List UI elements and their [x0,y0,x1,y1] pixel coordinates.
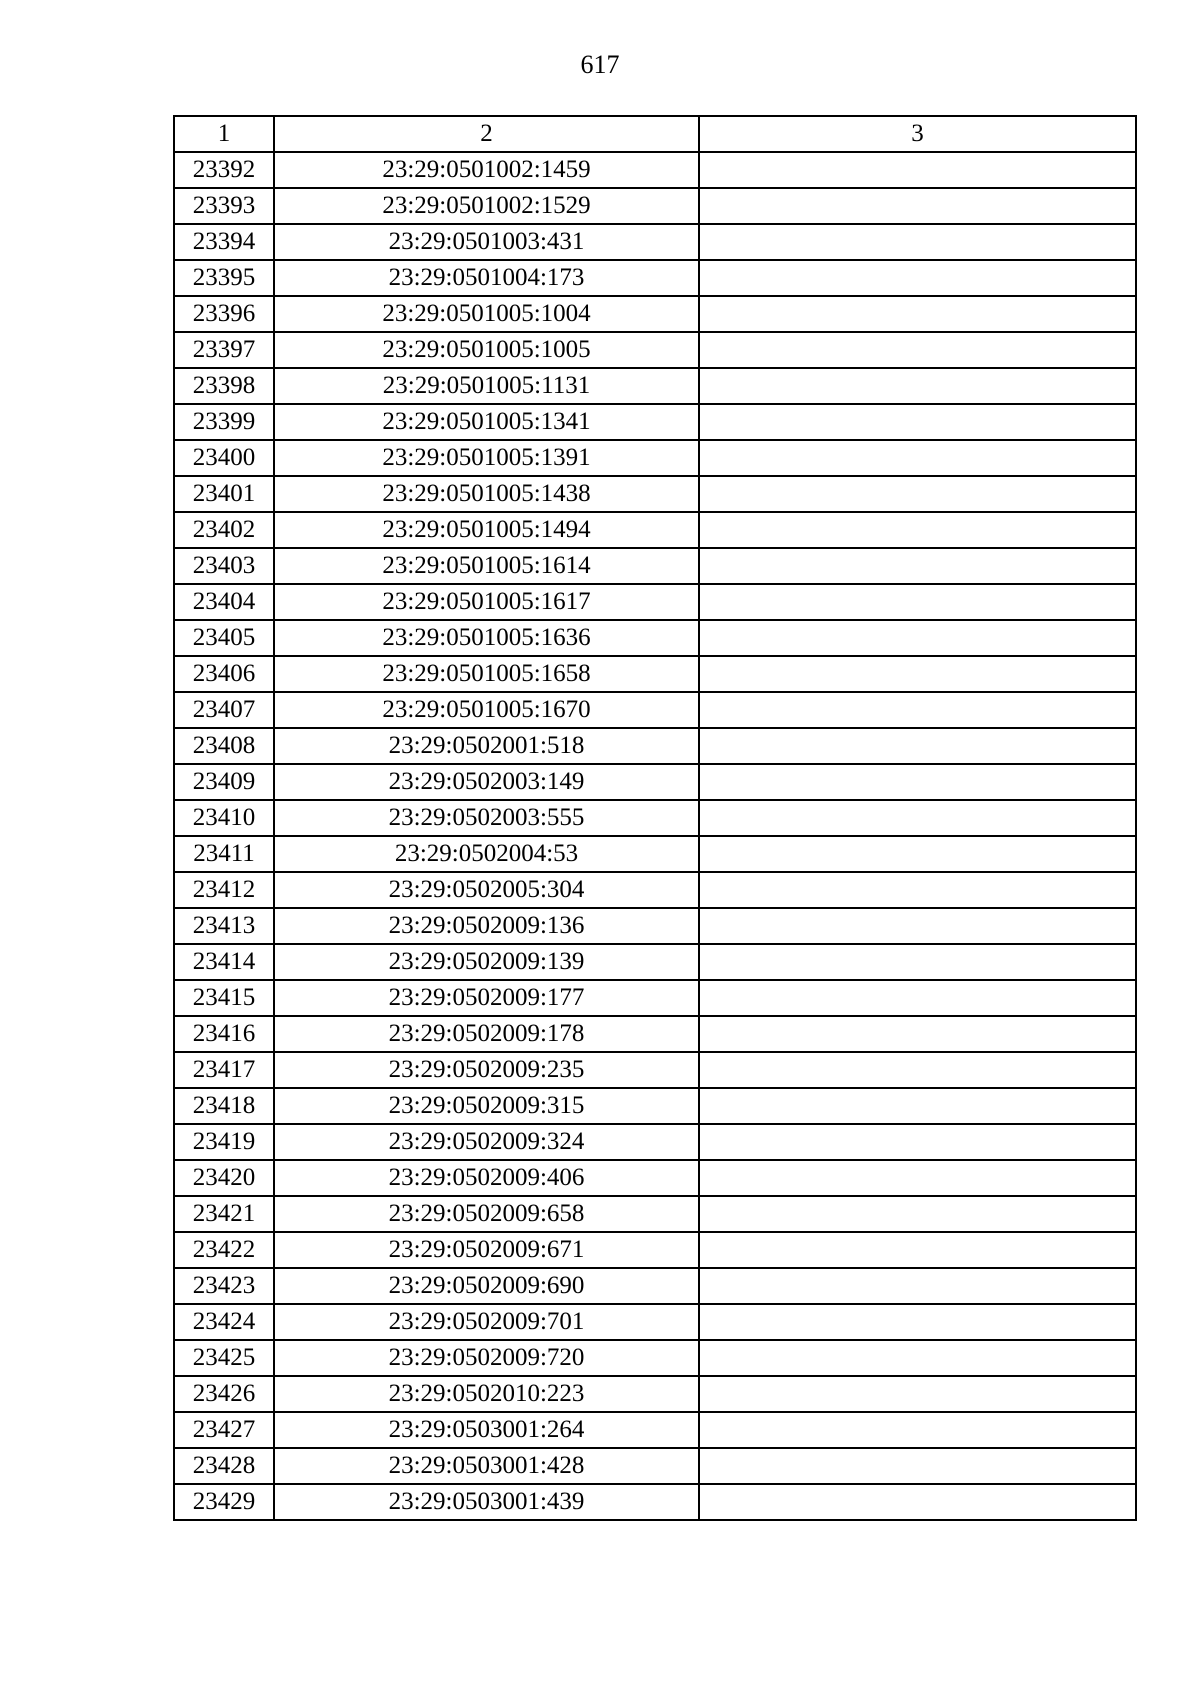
cadastral-number-cell: 23:29:0502001:518 [274,728,699,764]
cadastral-number-cell: 23:29:0502009:658 [274,1196,699,1232]
table-row [174,404,1136,440]
note-cell [699,476,1136,512]
cadastral-number-cell: 23:29:0502009:315 [274,1088,699,1124]
note-cell [699,1340,1136,1376]
note-cell [699,656,1136,692]
table-row [174,836,1136,872]
cadastral-number-cell: 23:29:0501003:431 [274,224,699,260]
row-number-cell: 23420 [174,1160,274,1196]
note-cell [699,1016,1136,1052]
table-row [174,872,1136,908]
note-cell [699,1268,1136,1304]
cadastral-number-cell: 23:29:0501005:1658 [274,656,699,692]
row-number-cell: 23409 [174,764,274,800]
row-number-cell: 23399 [174,404,274,440]
row-number-cell: 23411 [174,836,274,872]
table-body [174,152,1136,1520]
table-row [174,1340,1136,1376]
table-row [174,188,1136,224]
table-row [174,692,1136,728]
cadastral-number-cell: 23:29:0502009:235 [274,1052,699,1088]
header-row [174,116,1136,152]
table-row [174,584,1136,620]
row-number-cell: 23400 [174,440,274,476]
cadastral-number-cell: 23:29:0501005:1614 [274,548,699,584]
note-cell [699,620,1136,656]
table-row [174,620,1136,656]
table-row [174,944,1136,980]
cadastral-number-cell: 23:29:0501005:1131 [274,368,699,404]
cadastral-number-cell: 23:29:0501005:1670 [274,692,699,728]
cadastral-number-cell: 23:29:0502009:701 [274,1304,699,1340]
table-row [174,1268,1136,1304]
row-number-cell: 23394 [174,224,274,260]
table-row [174,1376,1136,1412]
note-cell [699,440,1136,476]
table-row [174,800,1136,836]
cadastral-number-cell: 23:29:0501002:1529 [274,188,699,224]
cadastral-number-cell: 23:29:0502009:139 [274,944,699,980]
table-row [174,368,1136,404]
note-cell [699,1124,1136,1160]
note-cell [699,260,1136,296]
table-row [174,764,1136,800]
row-number-cell: 23427 [174,1412,274,1448]
row-number-cell: 23402 [174,512,274,548]
table-row [174,1016,1136,1052]
table-row [174,1196,1136,1232]
note-cell [699,1484,1136,1520]
note-cell [699,1412,1136,1448]
table-row [174,260,1136,296]
note-cell [699,296,1136,332]
column-header-1: 1 [174,116,274,152]
row-number-cell: 23412 [174,872,274,908]
table-row [174,224,1136,260]
row-number-cell: 23428 [174,1448,274,1484]
note-cell [699,1232,1136,1268]
cadastral-number-cell: 23:29:0502009:136 [274,908,699,944]
row-number-cell: 23419 [174,1124,274,1160]
cadastral-number-cell: 23:29:0502009:178 [274,1016,699,1052]
note-cell [699,332,1136,368]
register-table [173,115,1137,1521]
row-number-cell: 23393 [174,188,274,224]
row-number-cell: 23392 [174,152,274,188]
cadastral-number-cell: 23:29:0501005:1494 [274,512,699,548]
note-cell [699,1052,1136,1088]
cadastral-number-cell: 23:29:0502009:177 [274,980,699,1016]
row-number-cell: 23429 [174,1484,274,1520]
table-row [174,1448,1136,1484]
cadastral-number-cell: 23:29:0502009:690 [274,1268,699,1304]
row-number-cell: 23403 [174,548,274,584]
table-row [174,1232,1136,1268]
table-row [174,512,1136,548]
column-header-3: 3 [699,116,1136,152]
cadastral-number-cell: 23:29:0501005:1438 [274,476,699,512]
note-cell [699,368,1136,404]
table-row [174,548,1136,584]
cadastral-number-cell: 23:29:0503001:264 [274,1412,699,1448]
row-number-cell: 23408 [174,728,274,764]
page-number: 617 [580,50,620,79]
note-cell [699,944,1136,980]
note-cell [699,908,1136,944]
table-row [174,332,1136,368]
table-row [174,728,1136,764]
cadastral-number-cell: 23:29:0501005:1391 [274,440,699,476]
table-row [174,440,1136,476]
row-number-cell: 23416 [174,1016,274,1052]
cadastral-number-cell: 23:29:0502010:223 [274,1376,699,1412]
note-cell [699,764,1136,800]
table-row [174,1124,1136,1160]
row-number-cell: 23405 [174,620,274,656]
row-number-cell: 23422 [174,1232,274,1268]
cadastral-number-cell: 23:29:0501005:1004 [274,296,699,332]
column-header-2: 2 [274,116,699,152]
note-cell [699,404,1136,440]
cadastral-number-cell: 23:29:0502003:149 [274,764,699,800]
note-cell [699,584,1136,620]
table-row [174,1088,1136,1124]
note-cell [699,1160,1136,1196]
table-row [174,152,1136,188]
row-number-cell: 23395 [174,260,274,296]
cadastral-number-cell: 23:29:0501004:173 [274,260,699,296]
note-cell [699,800,1136,836]
row-number-cell: 23417 [174,1052,274,1088]
row-number-cell: 23401 [174,476,274,512]
row-number-cell: 23414 [174,944,274,980]
note-cell [699,224,1136,260]
cadastral-number-cell: 23:29:0502009:720 [274,1340,699,1376]
note-cell [699,1196,1136,1232]
row-number-cell: 23415 [174,980,274,1016]
table-row [174,476,1136,512]
row-number-cell: 23410 [174,800,274,836]
row-number-cell: 23406 [174,656,274,692]
cadastral-number-cell: 23:29:0501005:1005 [274,332,699,368]
cadastral-number-cell: 23:29:0502005:304 [274,872,699,908]
cadastral-number-cell: 23:29:0502009:324 [274,1124,699,1160]
cadastral-number-cell: 23:29:0501002:1459 [274,152,699,188]
table-row [174,656,1136,692]
note-cell [699,692,1136,728]
row-number-cell: 23418 [174,1088,274,1124]
row-number-cell: 23423 [174,1268,274,1304]
row-number-cell: 23413 [174,908,274,944]
note-cell [699,548,1136,584]
cadastral-number-cell: 23:29:0501005:1617 [274,584,699,620]
table-row [174,1052,1136,1088]
row-number-cell: 23426 [174,1376,274,1412]
note-cell [699,512,1136,548]
table-row [174,1412,1136,1448]
table-row [174,1484,1136,1520]
cadastral-number-cell: 23:29:0502009:671 [274,1232,699,1268]
table-row [174,980,1136,1016]
table-row [174,1304,1136,1340]
table-row [174,1160,1136,1196]
note-cell [699,152,1136,188]
cadastral-number-cell: 23:29:0502004:53 [274,836,699,872]
note-cell [699,836,1136,872]
row-number-cell: 23421 [174,1196,274,1232]
note-cell [699,1304,1136,1340]
note-cell [699,188,1136,224]
row-number-cell: 23404 [174,584,274,620]
table-header [174,116,1136,152]
cadastral-number-cell: 23:29:0502009:406 [274,1160,699,1196]
row-number-cell: 23424 [174,1304,274,1340]
row-number-cell: 23398 [174,368,274,404]
cadastral-number-cell: 23:29:0503001:428 [274,1448,699,1484]
row-number-cell: 23397 [174,332,274,368]
row-number-cell: 23396 [174,296,274,332]
note-cell [699,872,1136,908]
note-cell [699,1448,1136,1484]
note-cell [699,1088,1136,1124]
cadastral-number-cell: 23:29:0501005:1341 [274,404,699,440]
note-cell [699,1376,1136,1412]
row-number-cell: 23425 [174,1340,274,1376]
cadastral-number-cell: 23:29:0502003:555 [274,800,699,836]
cadastral-number-cell: 23:29:0503001:439 [274,1484,699,1520]
table-row [174,296,1136,332]
row-number-cell: 23407 [174,692,274,728]
note-cell [699,980,1136,1016]
table-row [174,908,1136,944]
note-cell [699,728,1136,764]
cadastral-number-cell: 23:29:0501005:1636 [274,620,699,656]
